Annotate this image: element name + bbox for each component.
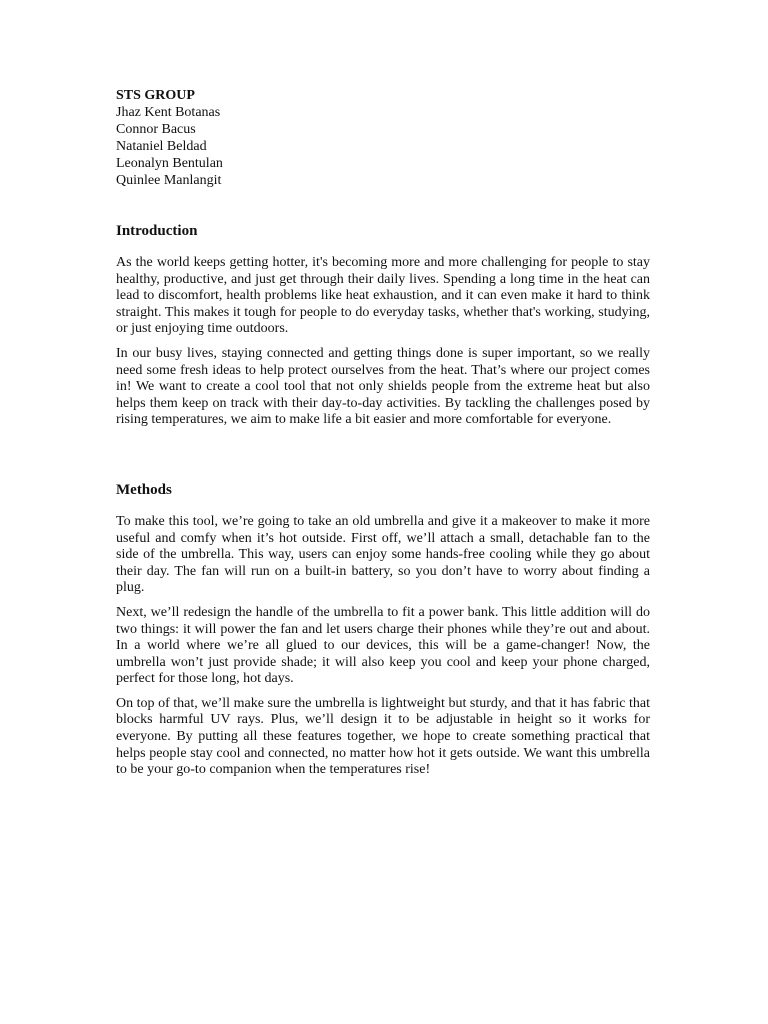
member-name: Nataniel Beldad	[116, 139, 207, 154]
methods-paragraph: To make this tool, we’re going to take an old umbrella and give it a makeover to make it more useful and comfy when it’s hot outside. First off, we’ll attach a small, detachable fan to the side of the umbrella. This way, users can enjoy some hands-free cooling while they go about their day. The fan will run on a built-in battery, so you don’t have to worry about finding a plug.	[116, 513, 650, 596]
author-block	[116, 87, 650, 189]
methods-heading: Methods	[116, 481, 172, 498]
methods-section	[116, 481, 650, 779]
member-name: Leonalyn Bentulan	[116, 156, 223, 171]
section-spacer	[116, 437, 650, 481]
member-name: Quinlee Manlangit	[116, 173, 222, 188]
introduction-section	[116, 222, 650, 429]
member-name: Jhaz Kent Botanas	[116, 105, 221, 120]
member-name: Connor Bacus	[116, 122, 196, 137]
introduction-paragraph: As the world keeps getting hotter, it's becoming more and more challenging for people to stay healthy, productive, and just get through their daily lives. Spending a long time in the heat can lead to discomfort, health problems like heat exhaustion, and it can even make it hard to think straight. This makes it tough for people to do everyday tasks, whether that's working, studying, or just enjoying time outdoors.	[116, 255, 650, 337]
document-page	[116, 87, 650, 787]
introduction-heading: Introduction	[116, 223, 198, 239]
methods-paragraph: On top of that, we’ll make sure the umbrella is lightweight but sturdy, and that it has fabric that blocks harmful UV rays. Plus, we’ll design it to be adjustable in height so it works for everyone. By putting all these features together, we hope to create something practical that helps people stay cool and connected, no matter how hot it gets outside. We want this umbrella to be your go-to companion when the temperatures rise!	[116, 695, 650, 778]
introduction-paragraph: In our busy lives, staying connected and getting things done is super important, so we really need some fresh ideas to help protect ourselves from the heat. That’s where our project comes in! We want to create a cool tool that not only shields people from the extreme heat but also helps them keep on track with their day-to-day activities. By tackling the challenges posed by rising temperatures, we aim to make life a bit easier and more comfortable for everyone.	[116, 345, 650, 428]
methods-paragraph: Next, we’ll redesign the handle of the umbrella to fit a power bank. This little addition will do two things: it will power the fan and let users charge their phones while they’re out and about. In a world where we’re all glued to our devices, this will be a game-changer! Now, the umbrella won’t just provide shade; it will also keep you cool and keep your phone charged, perfect for those long, hot days.	[116, 604, 650, 687]
group-title: STS GROUP	[116, 88, 195, 103]
